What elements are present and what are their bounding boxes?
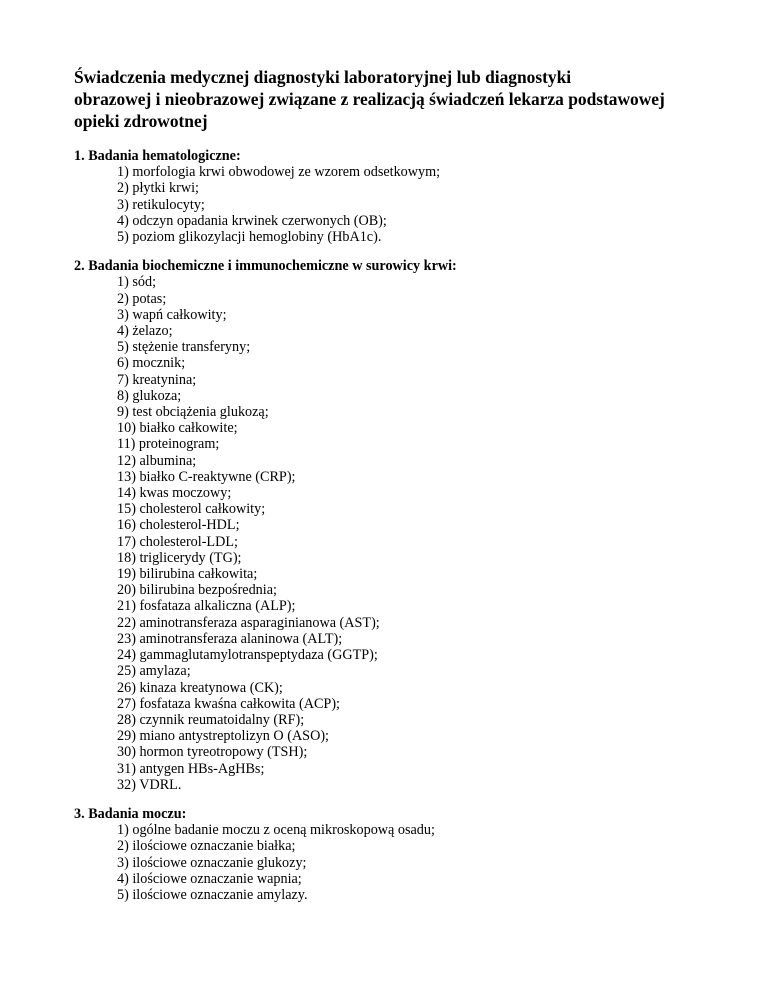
list-item: 32) VDRL. <box>117 776 182 793</box>
list-item: 13) białko C-reaktywne (CRP); <box>117 468 296 485</box>
list-item: 5) ilościowe oznaczanie amylazy. <box>117 886 308 903</box>
list-item: 11) proteinogram; <box>117 436 220 453</box>
list-item: 26) kinaza kreatynowa (CK); <box>117 679 283 696</box>
list-item: 3) wapń całkowity; <box>117 306 227 323</box>
document-title <box>74 66 734 132</box>
list-item: 22) aminotransferaza asparaginianowa (AST); <box>117 614 380 631</box>
list-item: 4) odczyn opadania krwinek czerwonych (OB); <box>117 212 387 229</box>
list-item: 2) ilościowe oznaczanie białka; <box>117 838 296 855</box>
list-item: 3) retikulocyty; <box>117 196 205 213</box>
list-item: 8) glukoza; <box>117 387 182 404</box>
list-item: 6) mocznik; <box>117 355 186 372</box>
list-item: 23) aminotransferaza alaninowa (ALT); <box>117 630 343 647</box>
list-item: 10) białko całkowite; <box>117 420 238 437</box>
section-1 <box>74 148 734 245</box>
list-item: 1) sód; <box>117 274 157 291</box>
section-item-list <box>74 822 734 903</box>
list-item: 20) bilirubina bezpośrednia; <box>117 582 277 599</box>
list-item: 30) hormon tyreotropowy (TSH); <box>117 744 308 761</box>
list-item: 2) płytki krwi; <box>117 180 199 197</box>
list-item: 24) gammaglutamylotranspeptydaza (GGTP); <box>117 647 378 664</box>
list-item: 4) żelazo; <box>117 323 173 340</box>
list-item: 27) fosfataza kwaśna całkowita (ACP); <box>117 695 340 712</box>
sections-container <box>74 148 734 903</box>
list-item: 31) antygen HBs-AgHBs; <box>117 760 265 777</box>
list-item: 5) stężenie transferyny; <box>117 339 251 356</box>
list-item: 1) ogólne badanie moczu z oceną mikroskopową osadu; <box>117 822 435 839</box>
list-item: 4) ilościowe oznaczanie wapnia; <box>117 870 302 887</box>
document-page <box>74 66 734 903</box>
section-item-list <box>74 164 734 245</box>
list-item: 12) albumina; <box>117 452 197 469</box>
list-item: 3) ilościowe oznaczanie glukozy; <box>117 854 307 871</box>
list-item: 1) morfologia krwi obwodowej ze wzorem odsetkowym; <box>117 164 441 181</box>
list-item: 7) kreatynina; <box>117 371 197 388</box>
list-item: 14) kwas moczowy; <box>117 485 232 502</box>
section-heading: 2. Badania biochemiczne i immunochemiczne w surowicy krwi: <box>74 258 457 275</box>
list-item: 9) test obciążenia glukozą; <box>117 404 269 421</box>
title-line-2: obrazowej i nieobrazowej związane z realizacją świadczeń lekarza podstawowej <box>74 89 665 109</box>
list-item: 21) fosfataza alkaliczna (ALP); <box>117 598 296 615</box>
list-item: 5) poziom glikozylacji hemoglobiny (HbA1c). <box>117 229 382 246</box>
list-item: 19) bilirubina całkowita; <box>117 566 258 583</box>
title-line-3: opieki zdrowotnej <box>74 111 208 131</box>
list-item: 25) amylaza; <box>117 663 191 680</box>
list-item: 15) cholesterol całkowity; <box>117 501 266 518</box>
list-item: 2) potas; <box>117 290 167 307</box>
list-item: 17) cholesterol-LDL; <box>117 533 238 550</box>
title-line-1: Świadczenia medycznej diagnostyki laboratoryjnej lub diagnostyki <box>74 67 572 87</box>
list-item: 16) cholesterol-HDL; <box>117 517 240 534</box>
list-item: 28) czynnik reumatoidalny (RF); <box>117 711 305 728</box>
section-item-list <box>74 274 734 793</box>
section-3 <box>74 806 734 903</box>
list-item: 18) triglicerydy (TG); <box>117 549 242 566</box>
section-2 <box>74 258 734 793</box>
section-heading: 1. Badania hematologiczne: <box>74 148 241 164</box>
section-heading: 3. Badania moczu: <box>74 805 187 822</box>
list-item: 29) miano antystreptolizyn O (ASO); <box>117 728 329 745</box>
